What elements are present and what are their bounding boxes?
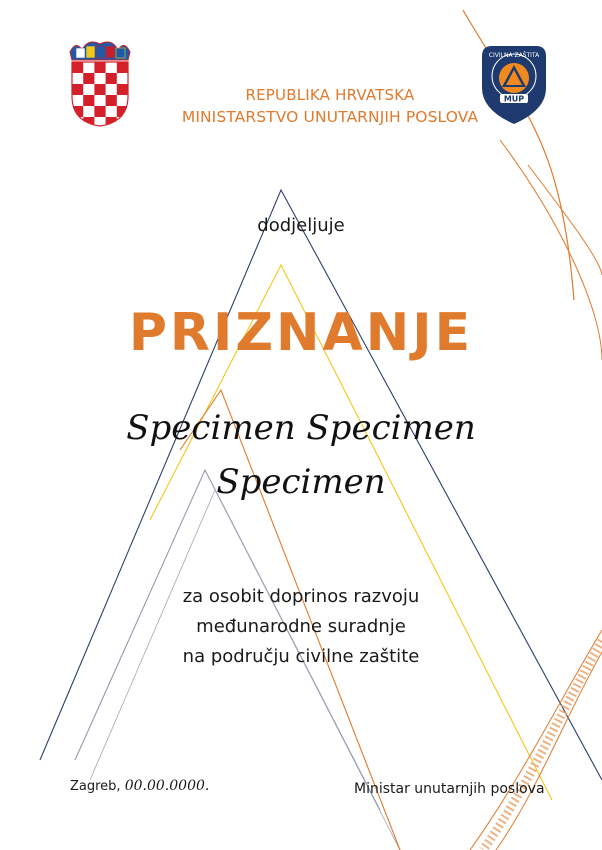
badge-abbreviation: MUP xyxy=(503,94,525,104)
reason-line: međunarodne suradnje xyxy=(196,616,406,637)
recipient-name-line1: Specimen Specimen xyxy=(126,408,476,448)
republic-heading: REPUBLIKA HRVATSKA xyxy=(245,86,415,104)
ministry-heading: MINISTARSTVO UNUTARNJIH POSLOVA xyxy=(181,108,479,126)
reason-line: na području civilne zaštite xyxy=(182,646,420,667)
recipient-name-line2: Specimen xyxy=(216,462,386,502)
badge-text: CIVILNA ZAŠTITA xyxy=(488,52,540,59)
place: Zagreb, xyxy=(70,779,121,794)
date: 00.00.0000. xyxy=(124,778,210,794)
coat-of-arms-icon xyxy=(66,38,134,128)
certificate-title: PRIZNANJE xyxy=(128,303,474,363)
place-and-date xyxy=(70,778,209,794)
awards-text: dodjeljuje xyxy=(257,215,345,236)
signer-title: Ministar unutarnjih poslova xyxy=(354,781,545,797)
reason-line: za osobit doprinos razvoju xyxy=(182,586,420,607)
award-reason xyxy=(0,582,602,672)
